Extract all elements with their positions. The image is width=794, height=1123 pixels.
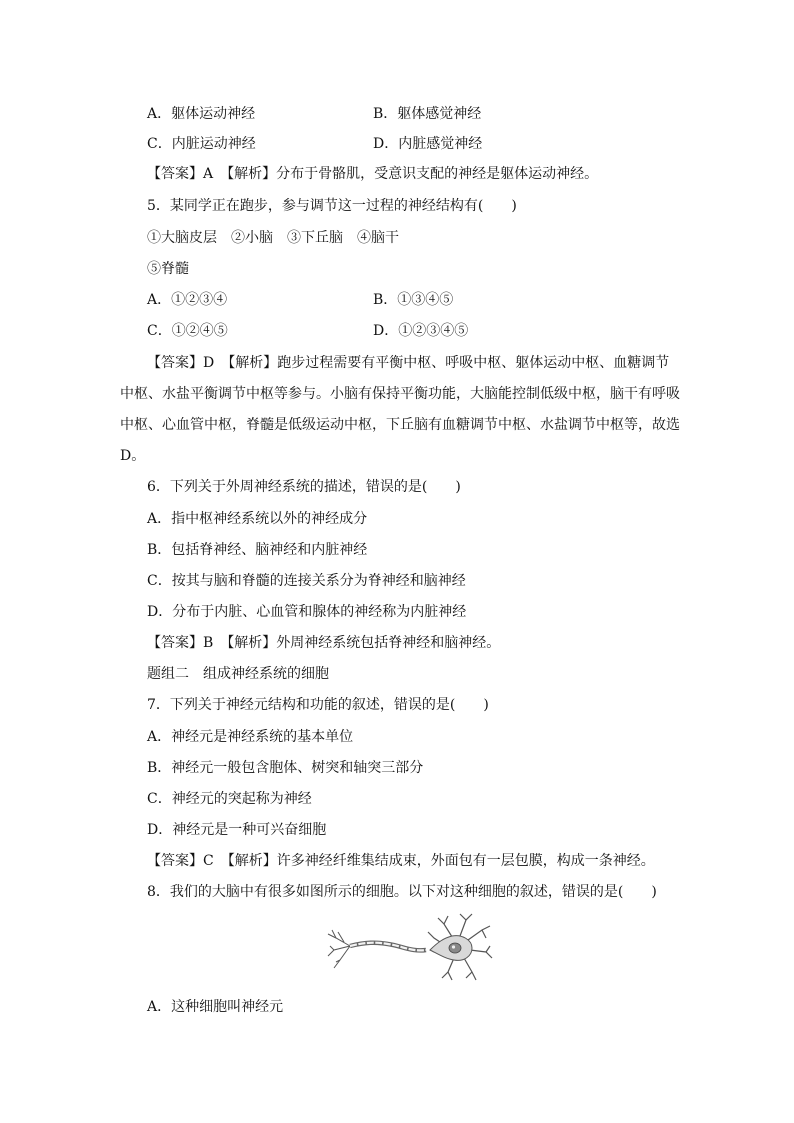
q4-option-b: B．躯体感觉神经 xyxy=(373,106,482,122)
q4-option-d: D．内脏感觉神经 xyxy=(373,136,483,152)
q5-answer-line3: 中枢、心血管中枢，脊髓是低级运动中枢，下丘脑有血糖调节中枢、水盐调节中枢等，故选 xyxy=(120,417,680,433)
q6-option-d: D．分布于内脏、心血管和腺体的神经称为内脏神经 xyxy=(147,604,467,620)
q5-answer-line1: 【答案】D 【解析】跑步过程需要有平衡中枢、呼吸中枢、躯体运动中枢、血糖调节 xyxy=(147,355,670,371)
q6-answer: 【答案】B 【解析】外周神经系统包括脊神经和脑神经。 xyxy=(147,635,501,651)
q5-answer-line4: D。 xyxy=(120,448,146,464)
q5-option-b: B．①③④⑤ xyxy=(373,292,454,308)
q6-option-c: C．按其与脑和脊髓的连接关系分为脊神经和脑神经 xyxy=(147,573,466,589)
q6-stem: 6．下列关于外周神经系统的描述，错误的是( ) xyxy=(147,479,461,495)
q5-option-c: C．①②④⑤ xyxy=(147,323,228,339)
q5-stem: 5．某同学正在跑步，参与调节这一过程的神经结构有( ) xyxy=(147,198,517,214)
q8-option-a: A．这种细胞叫神经元 xyxy=(147,999,284,1015)
q5-answer-line2: 中枢、水盐平衡调节中枢等参与。小脑有保持平衡功能，大脑能控制低级中枢，脑干有呼吸 xyxy=(120,386,680,402)
q7-option-a: A．神经元是神经系统的基本单位 xyxy=(147,729,354,745)
axon-terminals xyxy=(328,930,350,968)
group2-title: 题组二 组成神经系统的细胞 xyxy=(147,666,329,682)
q5-option-a: A．①②③④ xyxy=(147,292,228,308)
q4-option-c: C．内脏运动神经 xyxy=(147,136,256,152)
q4-option-a: A．躯体运动神经 xyxy=(147,106,256,122)
q5-items-line1: ①大脑皮层 ②小脑 ③下丘脑 ④脑干 xyxy=(147,230,399,246)
nucleus xyxy=(449,943,461,953)
q7-option-c: C．神经元的突起称为神经 xyxy=(147,791,312,807)
q7-stem: 7．下列关于神经元结构和功能的叙述，错误的是( ) xyxy=(147,697,489,713)
neuron-illustration xyxy=(326,912,494,982)
q5-option-d: D．①②③④⑤ xyxy=(373,323,469,339)
q7-option-d: D．神经元是一种可兴奋细胞 xyxy=(147,822,327,838)
q6-option-b: B．包括脊神经、脑神经和内脏神经 xyxy=(147,542,368,558)
q7-option-b: B．神经元一般包含胞体、树突和轴突三部分 xyxy=(147,760,424,776)
q8-stem: 8．我们的大脑中有很多如图所示的细胞。以下对这种细胞的叙述，错误的是( ) xyxy=(147,884,657,900)
q5-items-line2: ⑤脊髓 xyxy=(147,261,189,277)
q4-answer: 【答案】A 【解析】分布于骨骼肌，受意识支配的神经是躯体运动神经。 xyxy=(147,166,599,182)
q6-option-a: A．指中枢神经系统以外的神经成分 xyxy=(147,511,368,527)
q7-answer: 【答案】C 【解析】许多神经纤维集结成束，外面包有一层包膜，构成一条神经。 xyxy=(147,853,655,869)
